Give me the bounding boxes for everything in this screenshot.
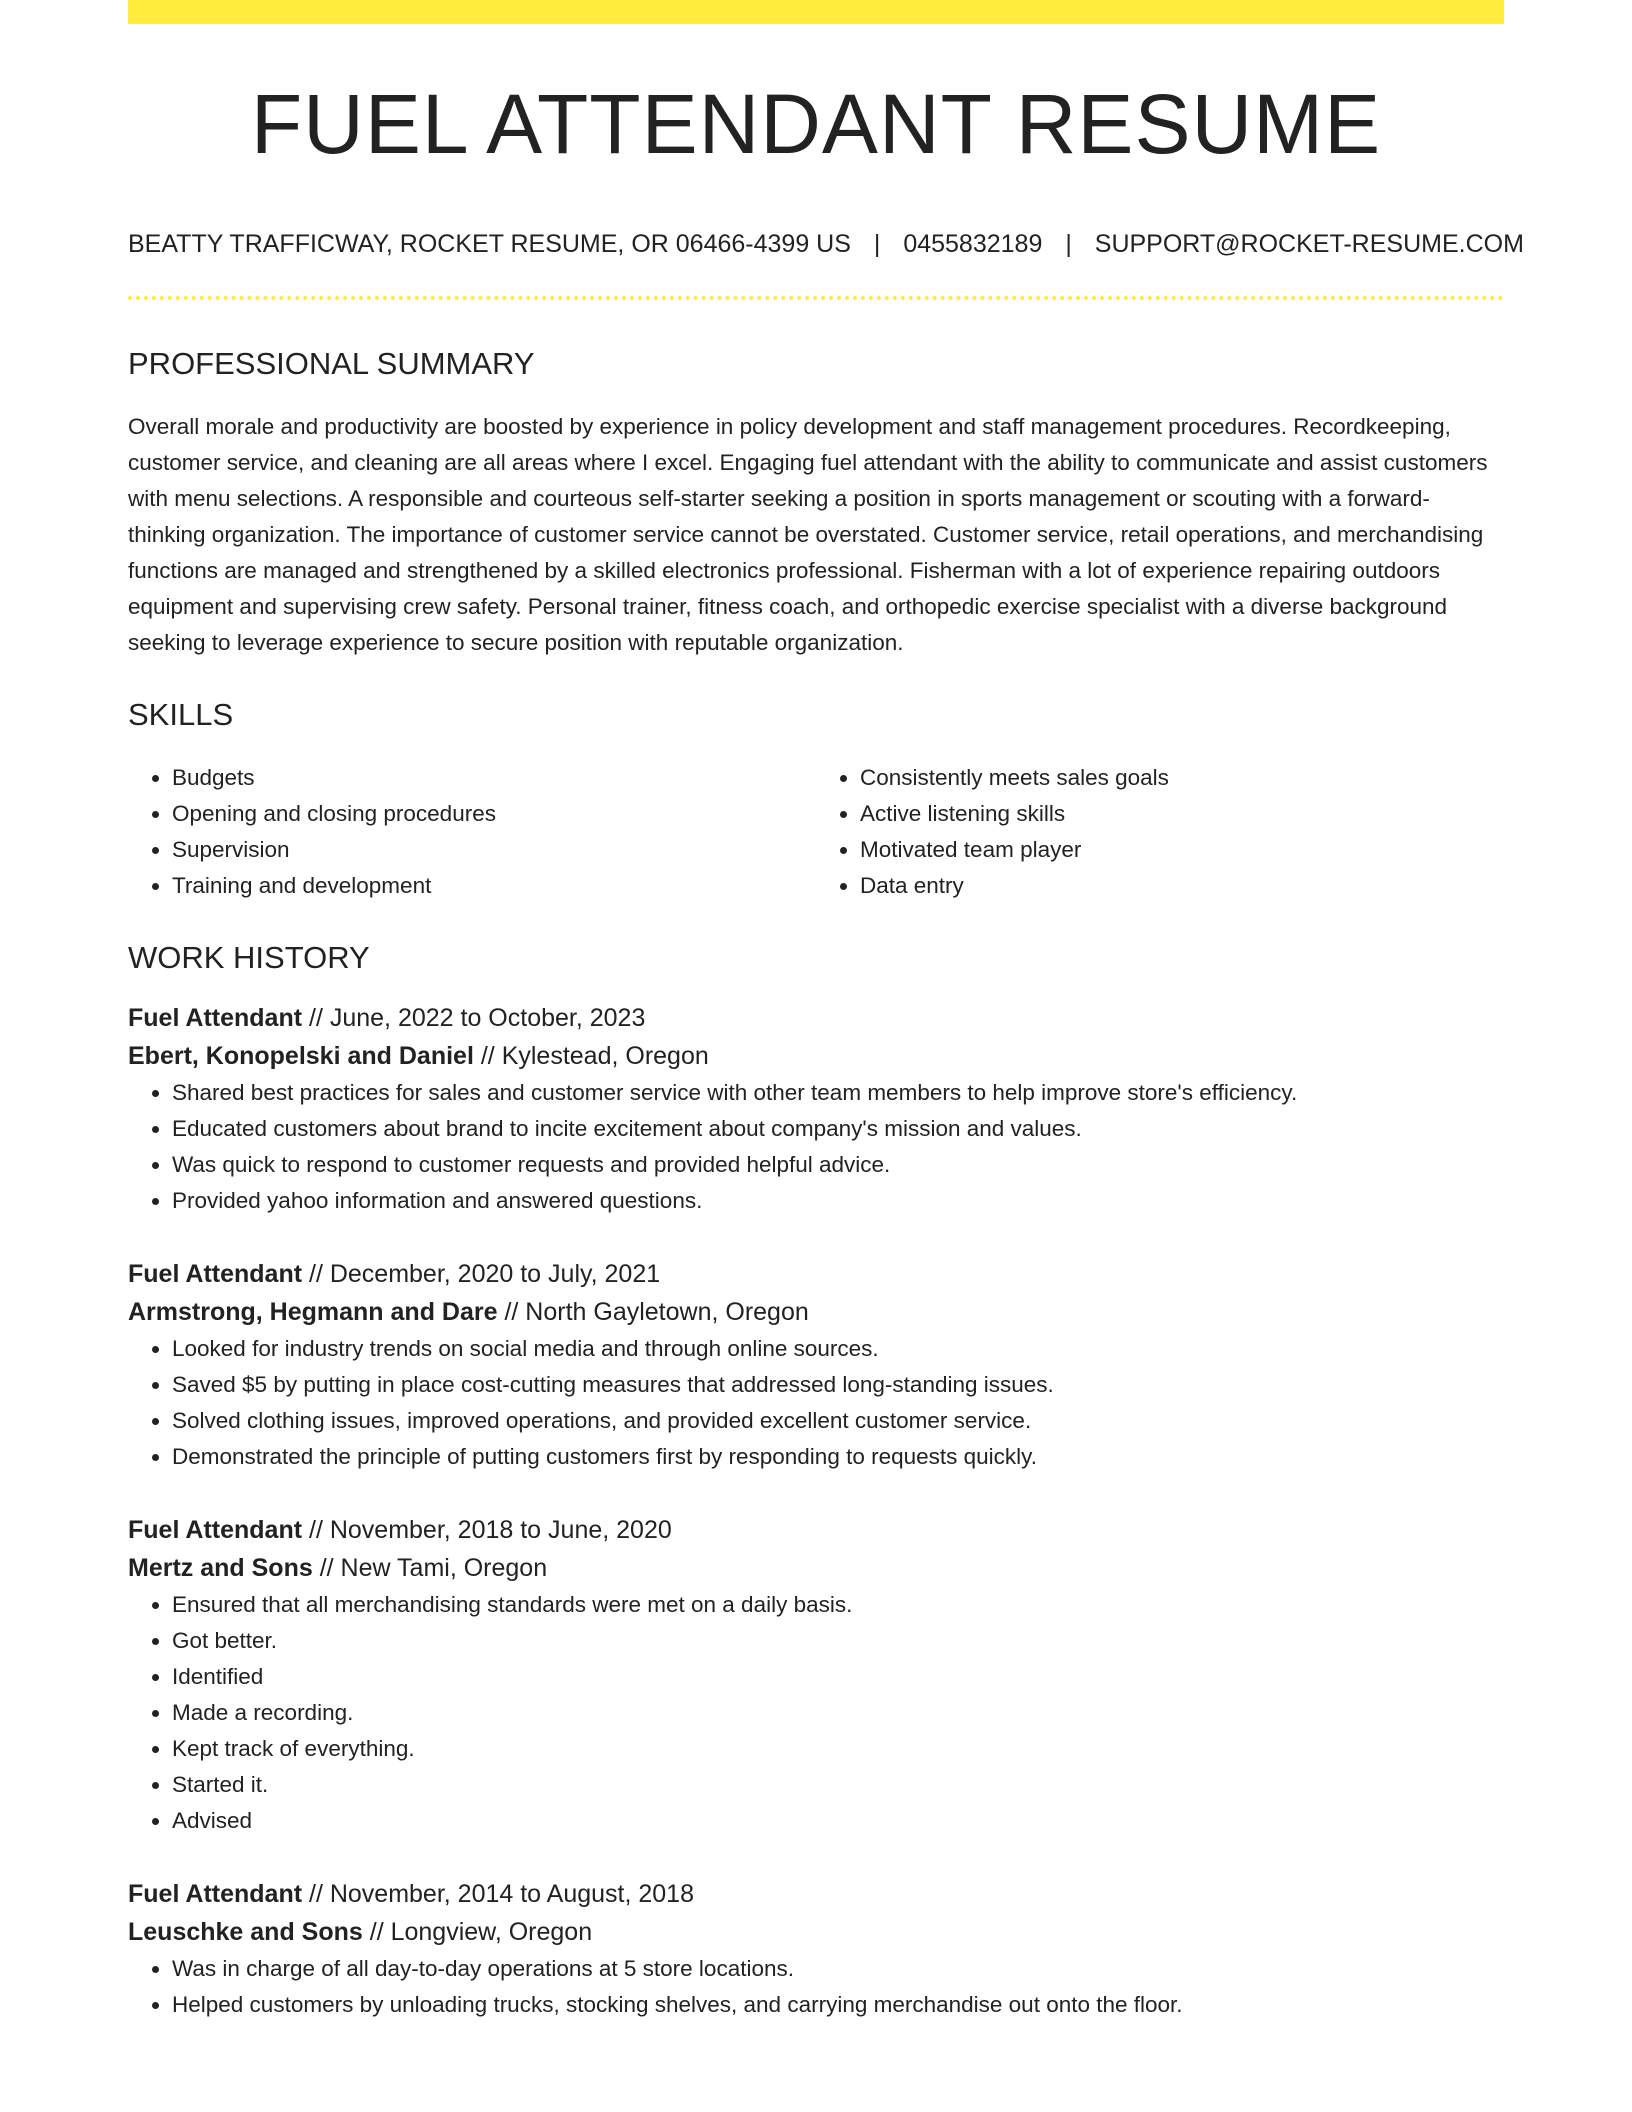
summary-heading: PROFESSIONAL SUMMARY — [128, 346, 535, 381]
work-history-heading: WORK HISTORY — [128, 940, 370, 975]
resume-page — [128, 0, 1524, 2023]
skills-heading: SKILLS — [128, 697, 234, 732]
job-title-line — [128, 1875, 1504, 1913]
job-bullets — [128, 1587, 1504, 1839]
dotted-divider — [128, 296, 1504, 300]
job-entry — [128, 1255, 1504, 1475]
job-bullet: • Started it. — [172, 1767, 1504, 1803]
job-bullet: • Provided yahoo information and answered questions. — [172, 1183, 1504, 1219]
job-bullet: • Helped customers by unloading trucks, stocking shelves, and carrying merchandise out onto the floor. — [172, 1987, 1504, 2023]
skill-item: • Budgets — [172, 760, 816, 796]
skills-list — [128, 760, 1504, 904]
job-title-line — [128, 1255, 1504, 1293]
job-title: Fuel Attendant — [128, 1260, 303, 1288]
job-title-line — [128, 999, 1504, 1037]
job-title: Fuel Attendant — [128, 1004, 303, 1032]
job-bullet: • Made a recording. — [172, 1695, 1504, 1731]
job-bullet: • Shared best practices for sales and customer service with other team members to help improve store's efficiency. — [172, 1075, 1504, 1111]
job-company: Leuschke and Sons — [128, 1918, 363, 1946]
job-location: // Kylestead, Oregon — [473, 1042, 709, 1070]
skill-item: • Active listening skills — [860, 796, 1504, 832]
job-bullet: • Ensured that all merchandising standards were met on a daily basis. — [172, 1587, 1504, 1623]
job-company: Mertz and Sons — [128, 1554, 313, 1582]
summary-text: Overall morale and productivity are boosted by experience in policy development and staff management procedures. Recordkeeping, customer service, and cleaning are all areas where I excel. Engaging fuel attendant with the ability to communicate and assist customers with menu selections. A responsible and courteous self-starter seeking a position in sports management or scouting with a forward-thinking organization. The importance of customer service cannot be overstated. Customer service, retail operations, and merchandising functions are managed and strengthened by a skilled electronics professional. Fisherman with a lot of experience repairing outdoors equipment and supervising crew safety. Personal trainer, fitness coach, and orthopedic exercise specialist with a diverse background seeking to leverage experience to secure position with reputable organization. — [128, 414, 1488, 655]
job-dates: // November, 2018 to June, 2020 — [302, 1516, 672, 1544]
contact-address: BEATTY TRAFFICWAY, ROCKET RESUME, OR 06466-4399 US — [128, 230, 851, 258]
job-bullet: • Demonstrated the principle of putting customers first by responding to requests quickly. — [172, 1439, 1504, 1475]
contact-separator: | — [873, 230, 881, 258]
job-bullet: • Looked for industry trends on social media and through online sources. — [172, 1331, 1504, 1367]
job-company: Ebert, Konopelski and Daniel — [128, 1042, 474, 1070]
job-dates: // December, 2020 to July, 2021 — [302, 1260, 661, 1288]
job-bullet: • Educated customers about brand to incite excitement about company's mission and values. — [172, 1111, 1504, 1147]
skills-column-right — [816, 760, 1504, 904]
accent-top-bar — [128, 0, 1504, 24]
contact-phone: 0455832189 — [903, 230, 1043, 258]
skill-item: • Data entry — [860, 868, 1504, 904]
job-bullets — [128, 1331, 1504, 1475]
job-entry — [128, 999, 1504, 1219]
job-location: // North Gayletown, Oregon — [497, 1298, 809, 1326]
job-company-line — [128, 1037, 1504, 1075]
contact-email: SUPPORT@ROCKET-RESUME.COM — [1094, 230, 1524, 258]
job-title-line — [128, 1511, 1504, 1549]
skill-item: • Consistently meets sales goals — [860, 760, 1504, 796]
job-dates: // November, 2014 to August, 2018 — [302, 1880, 694, 1908]
contact-line — [128, 230, 1524, 258]
page-title: FUEL ATTENDANT RESUME — [250, 77, 1382, 171]
skill-item: • Training and development — [172, 868, 816, 904]
contact-separator: | — [1065, 230, 1072, 258]
job-bullet: • Got better. — [172, 1623, 1504, 1659]
skill-item: • Motivated team player — [860, 832, 1504, 868]
job-bullet: • Saved $5 by putting in place cost-cutting measures that addressed long-standing issues. — [172, 1367, 1504, 1403]
job-company-line — [128, 1913, 1504, 1951]
job-bullet: • Was in charge of all day-to-day operations at 5 store locations. — [172, 1951, 1504, 1987]
job-bullet: • Solved clothing issues, improved operations, and provided excellent customer service. — [172, 1403, 1504, 1439]
job-bullet: • Advised — [172, 1803, 1504, 1839]
job-bullets — [128, 1951, 1504, 2023]
job-company-line — [128, 1549, 1504, 1587]
job-entry — [128, 1511, 1504, 1839]
job-dates: // June, 2022 to October, 2023 — [302, 1004, 646, 1032]
skills-column-left — [128, 760, 816, 904]
job-title: Fuel Attendant — [128, 1516, 303, 1544]
job-bullet: • Kept track of everything. — [172, 1731, 1504, 1767]
job-location: // Longview, Oregon — [362, 1918, 593, 1946]
skill-item: • Opening and closing procedures — [172, 796, 816, 832]
job-location: // New Tami, Oregon — [312, 1554, 548, 1582]
job-entry — [128, 1875, 1504, 2023]
job-bullets — [128, 1075, 1504, 1219]
skill-item: • Supervision — [172, 832, 816, 868]
job-company: Armstrong, Hegmann and Dare — [128, 1298, 498, 1326]
job-bullet: • Was quick to respond to customer requests and provided helpful advice. — [172, 1147, 1504, 1183]
job-title: Fuel Attendant — [128, 1880, 303, 1908]
job-company-line — [128, 1293, 1504, 1331]
job-bullet: • Identified — [172, 1659, 1504, 1695]
